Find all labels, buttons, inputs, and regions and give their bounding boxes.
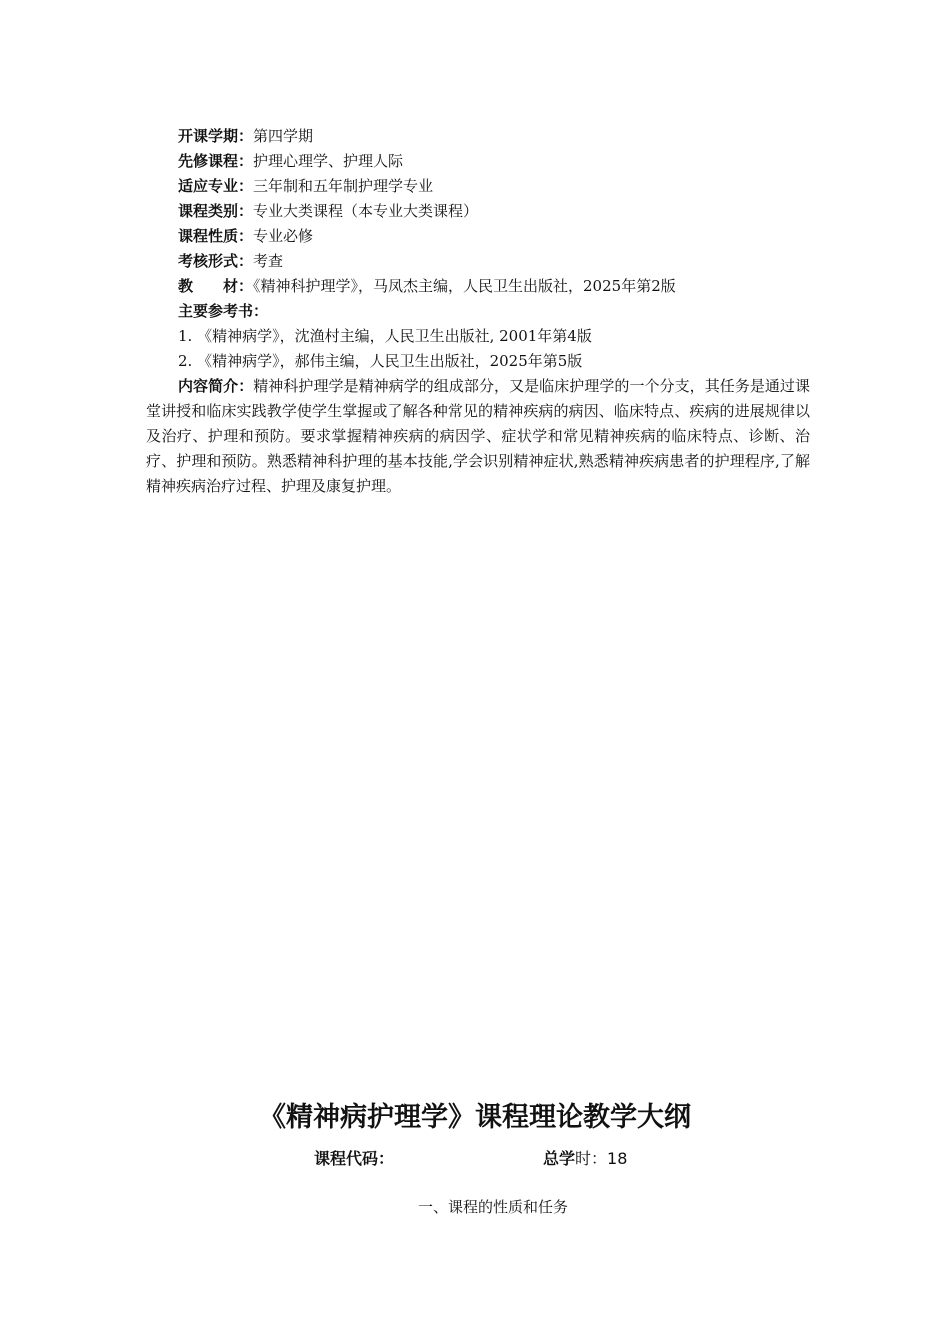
intro-label: 内容简介： (178, 377, 254, 395)
prerequisite-row (178, 149, 818, 174)
total-hours-value: 时：18 (575, 1149, 628, 1168)
category-row (178, 199, 818, 224)
semester-row (178, 124, 818, 149)
reference-item: 2. 《精神病学》，郝伟主编，人民卫生出版社，2025年第5版 (178, 352, 583, 370)
category-value: 专业大类课程（本专业大类课程） (253, 202, 479, 220)
major-value: 三年制和五年制护理学专业 (253, 177, 434, 195)
nature-row (178, 224, 818, 249)
course-code (314, 1148, 394, 1170)
section-heading: 一、课程的性质和任务 (417, 1198, 568, 1216)
prerequisite-label: 先修课程： (178, 152, 254, 170)
major-row (178, 174, 818, 199)
textbook-label: 教 材： (178, 277, 254, 295)
category-label: 课程类别： (178, 202, 254, 220)
references-row (178, 299, 818, 324)
semester-value: 第四学期 (253, 127, 314, 145)
major-label: 适应专业： (178, 177, 254, 195)
references-label: 主要参考书： (178, 302, 269, 320)
total-hours (543, 1148, 627, 1170)
assessment-label: 考核形式： (178, 252, 254, 270)
assessment-row (178, 249, 818, 274)
textbook-row (178, 274, 818, 299)
reference-item: 1. 《精神病学》，沈渔村主编，人民卫生出版社, 2001年第4版 (178, 327, 592, 345)
course-info (178, 124, 818, 374)
nature-label: 课程性质： (178, 227, 254, 245)
textbook-value: 《精神科护理学》，马凤杰主编，人民卫生出版社，2025年第2版 (253, 277, 676, 295)
syllabus-title: 《精神病护理学》课程理论教学大纲 (259, 1102, 691, 1133)
nature-value: 专业必修 (253, 227, 314, 245)
course-code-label: 课程代码： (314, 1149, 395, 1168)
intro-text: 精神科护理学是精神病学的组成部分，又是临床护理学的一个分支，其任务是通过课堂讲授和临床实践教学使学生掌握或了解各种常见的精神疾病的病因、临床特点、疾病的进展规律以及治疗、护理和预防。要求掌握精神疾病的病因学、症状学和常见精神疾病的临床特点、诊断、治疗、护理和预防。熟悉精神科护理的基本技能,学会识别精神症状,熟悉精神疾病患者的护理程序,了解精神疾病治疗过程、护理及康复护理。 (146, 377, 810, 495)
intro-paragraph (146, 374, 810, 499)
assessment-value: 考查 (253, 252, 284, 270)
total-hours-label: 总学 (543, 1149, 576, 1168)
prerequisite-value: 护理心理学、护理人际 (253, 152, 404, 170)
semester-label: 开课学期： (178, 127, 254, 145)
